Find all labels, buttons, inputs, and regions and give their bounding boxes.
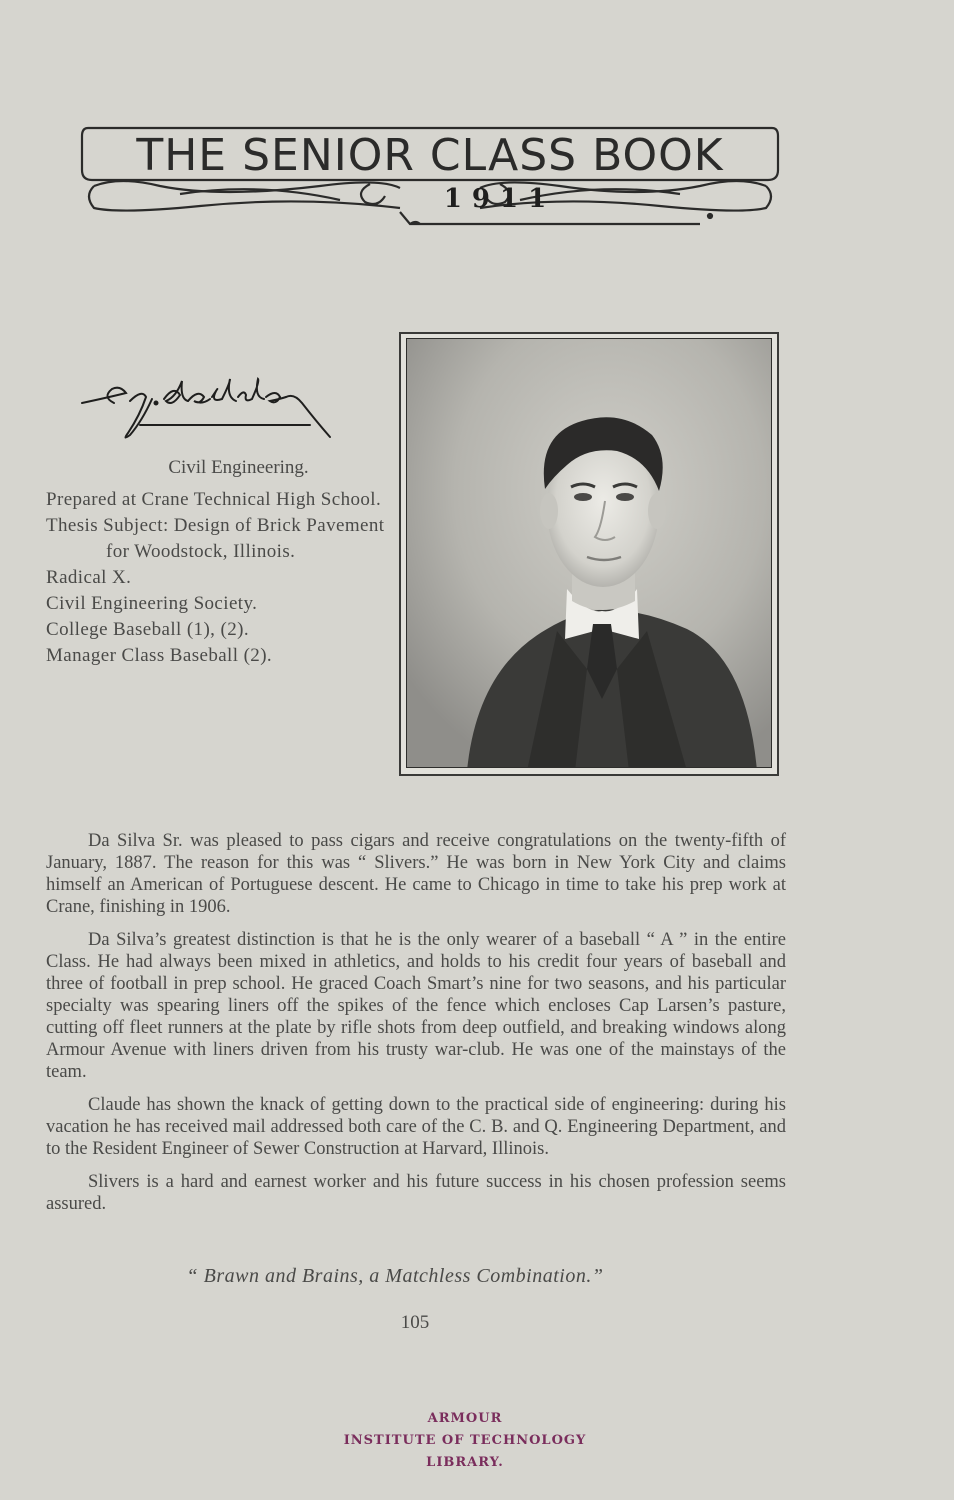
bio-item: Radical X. <box>46 567 132 588</box>
page-number: 105 <box>400 1312 430 1333</box>
portrait-image <box>406 338 772 768</box>
signature <box>80 375 350 460</box>
essay-paragraph: Da Silva’s greatest distinction is that he is the only wearer of a baseball “ A ” in the entire Class. He had always been mixed in athletics, and holds to his credit four years of baseball and three of football in prep school. He graced Coach Smart’s nine for two seasons, and his particular specialty was spearing liners off the spikes of the fence which encloses Cap Larsen’s pasture, cutting off fleet runners at the plate by rifle shots from deep outfield, and breaking windows along Armour Avenue with liners driven from his trusty war-club. He was one of the mainstays of the team. <box>46 930 786 1082</box>
biography-essay <box>46 830 786 1226</box>
portrait-drawing <box>407 339 772 768</box>
portrait-photo <box>399 332 779 776</box>
library-stamp <box>300 1408 630 1474</box>
bio-item: College Baseball (1), (2). <box>46 619 249 640</box>
bio-item: Manager Class Baseball (2). <box>46 645 273 666</box>
book-title: THE SENIOR CLASS BOOK <box>136 130 724 181</box>
bio-details <box>46 455 391 669</box>
bio-major: Civil Engineering. <box>168 457 309 478</box>
bio-item: Civil Engineering Society. <box>46 593 258 614</box>
essay-paragraph: Da Silva Sr. was pleased to pass cigars and receive congratulations on the twenty-fifth of January, 1887. The reason for this was “ Slivers.” He was born in New York City and claims himself an American of Portuguese descent. He came to Chicago in time to take his prep work at Crane, finishing in 1906. <box>46 831 786 917</box>
stamp-line: INSTITUTE OF TECHNOLOGY <box>343 1433 587 1448</box>
essay-paragraph: Slivers is a hard and earnest worker and his future success in his chosen profession seems assured. <box>46 1172 786 1214</box>
bio-item: Prepared at Crane Technical High School. <box>46 489 382 510</box>
stamp-line: ARMOUR <box>427 1411 503 1426</box>
essay-paragraph: Claude has shown the knack of getting down to the practical side of engineering: during his vacation he has received mail addressed both care of the C. B. and Q. Engineering Department, and to the Resident Engineer of Sewer Construction at Harvard, Illinois. <box>46 1095 786 1159</box>
motto: “ Brawn and Brains, a Matchless Combination.” <box>186 1265 604 1287</box>
header-banner <box>80 120 780 230</box>
book-year: 1911 <box>443 184 557 214</box>
stamp-line: LIBRARY. <box>426 1455 504 1470</box>
bio-item: Thesis Subject: Design of Brick Pavement for Woodstock, Illinois. <box>46 515 385 562</box>
signature-drawing <box>80 375 350 455</box>
